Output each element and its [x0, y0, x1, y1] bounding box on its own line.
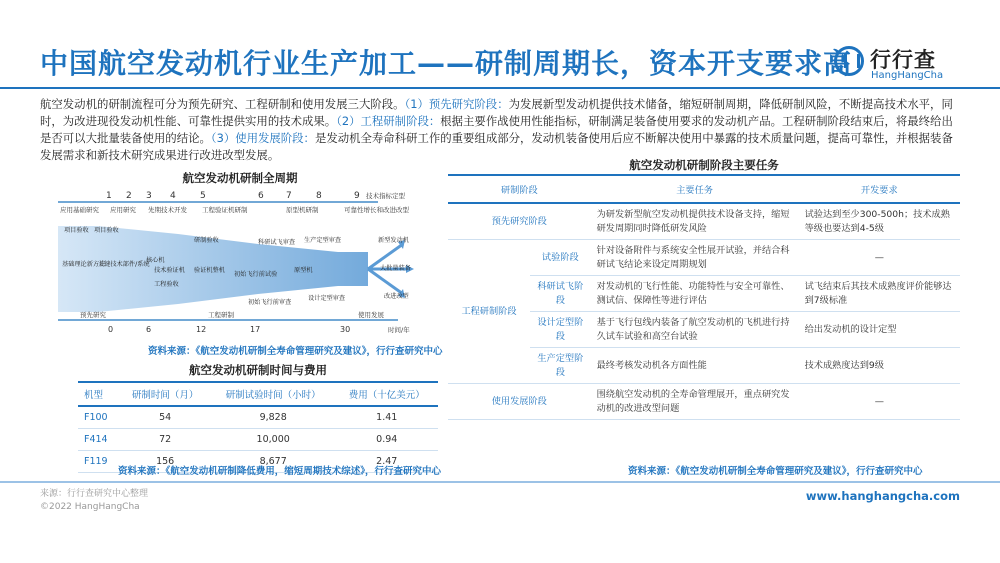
- stage-cell: 科研试飞阶段: [530, 276, 591, 312]
- req-cell: —: [799, 384, 960, 420]
- top-phase-label: 先期技术开发: [148, 206, 187, 214]
- table-row: [448, 384, 960, 420]
- time-tick: 12: [196, 325, 207, 334]
- inner-label: 验证机整机: [194, 267, 225, 274]
- inner-label: 项目验收: [94, 227, 119, 234]
- phase-num: 8: [316, 191, 322, 201]
- intro-paragraph: [40, 96, 960, 164]
- time-axis-unit: 时间/年: [388, 326, 410, 334]
- table-header: 研制阶段: [448, 175, 591, 203]
- phase-num: 4: [170, 191, 176, 201]
- inner-label: 科研试飞审查: [258, 239, 296, 246]
- inner-label: 原型机: [294, 267, 313, 274]
- task-cell: 针对设备附件与系统安全性展开试验，并结合科研试飞结论来设定周期规划: [591, 240, 799, 276]
- intro-lead: 航空发动机的研制流程可分为预先研究、工程研制和使用发展三大阶段。: [40, 97, 405, 111]
- phase-number-row: [106, 191, 360, 201]
- table-cell: 72: [119, 429, 210, 451]
- table-cell: 2.47: [335, 451, 438, 473]
- table-cell: 8,677: [211, 451, 336, 473]
- table-row: [448, 240, 960, 276]
- req-cell: 试飞结束后其技术成熟度评价能够达到7级标准: [799, 276, 960, 312]
- table2-source: 资料来源：《航空发动机研制全寿命管理研究及建议》，行行查研究中心: [628, 466, 923, 477]
- inner-label: 技术验证机: [154, 267, 185, 274]
- table-cell: 10,000: [211, 429, 336, 451]
- stage3-label: （3）使用发展阶段：: [210, 131, 315, 145]
- flow-diagram: [58, 186, 428, 336]
- stage-task-table: [448, 174, 960, 420]
- top-phase-label: 工程验证机研制: [202, 206, 248, 214]
- table-header: 开发要求: [799, 175, 960, 203]
- time-tick: 0: [108, 325, 114, 334]
- inner-label: 关键技术部件/系统: [98, 261, 150, 268]
- table-cell: 156: [119, 451, 210, 473]
- table-cell: 1.41: [335, 406, 438, 429]
- table-header: 主要任务: [591, 175, 799, 203]
- inner-label: 初始飞行前审查: [248, 299, 292, 306]
- flow-source: 资料来源：《航空发动机研制全寿命管理研究及建议》，行行查研究中心: [148, 346, 443, 357]
- time-tick: 30: [340, 325, 351, 334]
- req-cell: 给出发动机的设计定型: [799, 312, 960, 348]
- table1-title: 航空发动机研制时间与费用: [189, 363, 327, 377]
- logo-en: HangHangCha: [871, 70, 944, 81]
- flow-title: 航空发动机研制全周期: [182, 171, 298, 185]
- stage1-text: 为发展新型发动机提供技术储备，缩短研制周期，降低研制风险，不断提高技术水平，同时，为改进现役发动机性能、可靠性提供实用的技术成果。: [40, 97, 953, 128]
- time-tick: 17: [250, 325, 261, 334]
- table-cell: 9,828: [211, 406, 336, 429]
- table-header: 研制时间（月）: [119, 382, 210, 406]
- time-tick: 6: [146, 325, 152, 334]
- task-cell: 最终考核发动机各方面性能: [591, 348, 799, 384]
- task-cell: 基于飞行包线内装备了航空发动机的飞机进行持久试车试验和高空台试验: [591, 312, 799, 348]
- logo-icon: [834, 46, 864, 76]
- table-header-row: [78, 382, 438, 406]
- top-phase-label: 应用研究: [110, 206, 136, 214]
- inner-label: 新型发动机: [378, 237, 409, 244]
- table-cell: F119: [78, 451, 119, 473]
- inner-label: 改进改型: [384, 293, 409, 300]
- inner-label: 生产定型审查: [304, 237, 342, 244]
- inner-label: 设计定型审查: [308, 295, 346, 302]
- req-cell: —: [799, 240, 960, 276]
- phase-num: 7: [286, 191, 292, 201]
- top-phase-label: 可靠性增长和改进改型: [344, 206, 409, 214]
- table-row: [78, 429, 438, 451]
- logo-cn: 行行查: [870, 48, 936, 72]
- inner-label: 初始飞行前试验: [234, 271, 278, 278]
- inner-label: 核心机: [146, 257, 165, 264]
- stage3-text: 是发动机全寿命科研工作的重要组成部分，发动机装备使用后应不断解决使用中暴露的技术质量问题，提高可靠性，并根据装备发展需求和新技术研究成果进行改进改型发展。: [40, 131, 953, 162]
- top-phase-label: 应用基础研究: [60, 206, 99, 214]
- table-header-row: [448, 175, 960, 203]
- footer-url[interactable]: www.hanghangcha.com: [805, 489, 960, 503]
- stage-cell: 预先研究阶段: [448, 203, 591, 240]
- table-cell: 0.94: [335, 429, 438, 451]
- footer-credits: [40, 488, 148, 514]
- stage-cell: 生产定型阶段: [530, 348, 591, 384]
- footer-copyright: ©2022 HangHangCha: [40, 502, 140, 512]
- phase-num: 6: [258, 191, 264, 201]
- req-cell: 技术成熟度达到9级: [799, 348, 960, 384]
- phase-num: 9: [354, 191, 360, 201]
- table-cell: F100: [78, 406, 119, 429]
- phase-num: 3: [146, 191, 152, 201]
- table2-title: 航空发动机研制阶段主要任务: [629, 158, 779, 172]
- table-row: [448, 203, 960, 240]
- table-header: 机型: [78, 382, 119, 406]
- table-cell: F414: [78, 429, 119, 451]
- phase-num: 5: [200, 191, 206, 201]
- phase-num: 2: [126, 191, 132, 201]
- stage2-text: 根据主要作战使用性能指标，研制满足装备使用要求的发动机产品。工程研制阶段结束后，将最终给出是否可以大批量装备使用的结论。: [40, 114, 953, 145]
- stage-cell: 设计定型阶段: [530, 312, 591, 348]
- table-header: 研制试验时间（小时）: [211, 382, 336, 406]
- inner-label: 基础理论新方法: [62, 261, 106, 268]
- top-phase-label: 原型机研制: [286, 206, 319, 214]
- top-phase-label: 技术指标定型: [366, 192, 405, 200]
- req-cell: 试验达到至少300-500h；技术成熟等级也要达到4-5级: [799, 203, 960, 240]
- task-cell: 围绕航空发动机的全寿命管理展开，重点研究发动机的改进改型问题: [591, 384, 799, 420]
- header-divider: [0, 87, 1000, 89]
- footer-source: 来源：行行查研究中心整理: [40, 489, 149, 499]
- stage1-label: （1）预先研究阶段：: [404, 97, 509, 111]
- dev-cost-table: [78, 381, 438, 473]
- stage-cell: 试验阶段: [530, 240, 591, 276]
- bottom-phase-label: 工程研制: [208, 311, 234, 319]
- group-stage-cell: 工程研制阶段: [448, 240, 530, 384]
- bottom-phase-label: 预先研究: [80, 311, 106, 319]
- stage2-label: （2）工程研制阶段：: [336, 114, 441, 128]
- table-header: 费用（十亿美元）: [335, 382, 438, 406]
- table-cell: 54: [119, 406, 210, 429]
- phase-num: 1: [106, 191, 112, 201]
- task-cell: 对发动机的飞行性能、功能特性与安全可靠性、测试信、保障性等进行评估: [591, 276, 799, 312]
- page-title: 中国航空发动机行业生产加工——研制周期长，资本开支要求高: [40, 47, 853, 80]
- inner-label: 大批量装备: [380, 265, 411, 272]
- bottom-phase-label: 使用发展: [358, 311, 384, 319]
- footer-divider: [0, 481, 1000, 483]
- table1-source: 资料来源：《航空发动机研制降低费用，缩短周期技术综述》，行行查研究中心: [118, 466, 442, 477]
- table-row: [78, 406, 438, 429]
- stage-cell: 使用发展阶段: [448, 384, 591, 420]
- inner-label: 项目验收: [64, 227, 89, 234]
- inner-label: 工程验收: [154, 281, 179, 288]
- inner-label: 研制验收: [194, 237, 219, 244]
- brand-logo: [834, 44, 964, 86]
- task-cell: 为研发新型航空发动机提供技术设备支持，缩短研发周期同时降低研发风险: [591, 203, 799, 240]
